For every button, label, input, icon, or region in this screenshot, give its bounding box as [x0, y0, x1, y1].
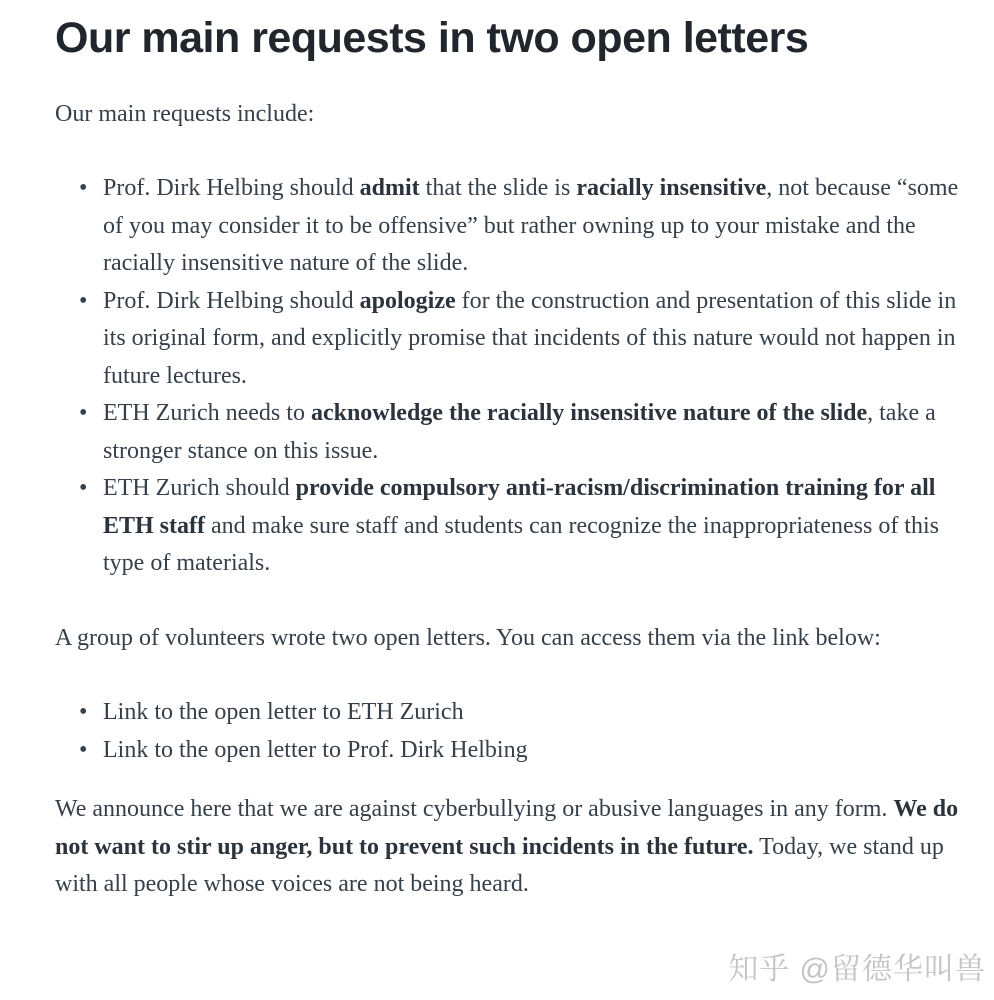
- bold-text-segment: apologize: [359, 287, 456, 314]
- bold-text-segment: admit: [359, 175, 420, 202]
- bold-text-segment: racially insensitive: [576, 175, 767, 202]
- link-open-letter-dirk-helbing[interactable]: • Link to the open letter to Prof. Dirk Helbing: [103, 732, 962, 770]
- text-segment: Today, we stand up with all people whose voices are not being heard.: [55, 833, 944, 898]
- intro-paragraph: Our main requests include:: [55, 100, 315, 127]
- text-segment: and make sure staff and students can recognize the inappropriateness of this type of materials.: [103, 512, 939, 577]
- text-segment: Prof. Dirk Helbing should: [103, 287, 360, 314]
- text-segment: We announce here that we are against cyberbullying or abusive languages in any form.: [55, 796, 894, 823]
- request-item-admit: [103, 170, 962, 283]
- text-segment: Prof. Dirk Helbing should: [103, 175, 360, 202]
- request-item-apologize: [103, 283, 962, 396]
- text-segment: , not because “some of you may consider it to be offensive” but rather owning up to your mistake and the racially insensitive nature of the slide.: [103, 175, 959, 277]
- bold-text-segment: provide compulsory anti-racism/discrimination training for all ETH staff: [103, 475, 936, 539]
- bold-text-segment: acknowledge the racially insensitive nature of the slide: [310, 400, 868, 427]
- requests-list: [55, 170, 962, 583]
- bold-text-segment: We do not want to stir up anger, but to prevent such incidents in the future.: [55, 796, 959, 860]
- letter-links-list: [55, 694, 962, 769]
- text-segment: ETH Zurich should: [103, 475, 296, 502]
- zhihu-watermark: 知乎 @留德华叫兽: [728, 953, 986, 986]
- request-item-training: [103, 470, 962, 583]
- request-item-acknowledge: [103, 395, 962, 470]
- letters-intro-paragraph: A group of volunteers wrote two open letters. You can access them via the link below:: [55, 624, 881, 651]
- text-segment: for the construction and presentation of this slide in its original form, and explicitly promise that incidents of this nature would not happen in future lectures.: [103, 287, 957, 389]
- link-open-letter-eth-zurich[interactable]: • Link to the open letter to ETH Zurich: [103, 694, 962, 732]
- page-title: Our main requests in two open letters: [55, 14, 809, 62]
- text-segment: , take a stronger stance on this issue.: [103, 400, 936, 464]
- text-segment: ETH Zurich needs to: [103, 400, 311, 427]
- closing-paragraph: [55, 791, 962, 904]
- text-segment: that the slide is: [419, 175, 577, 202]
